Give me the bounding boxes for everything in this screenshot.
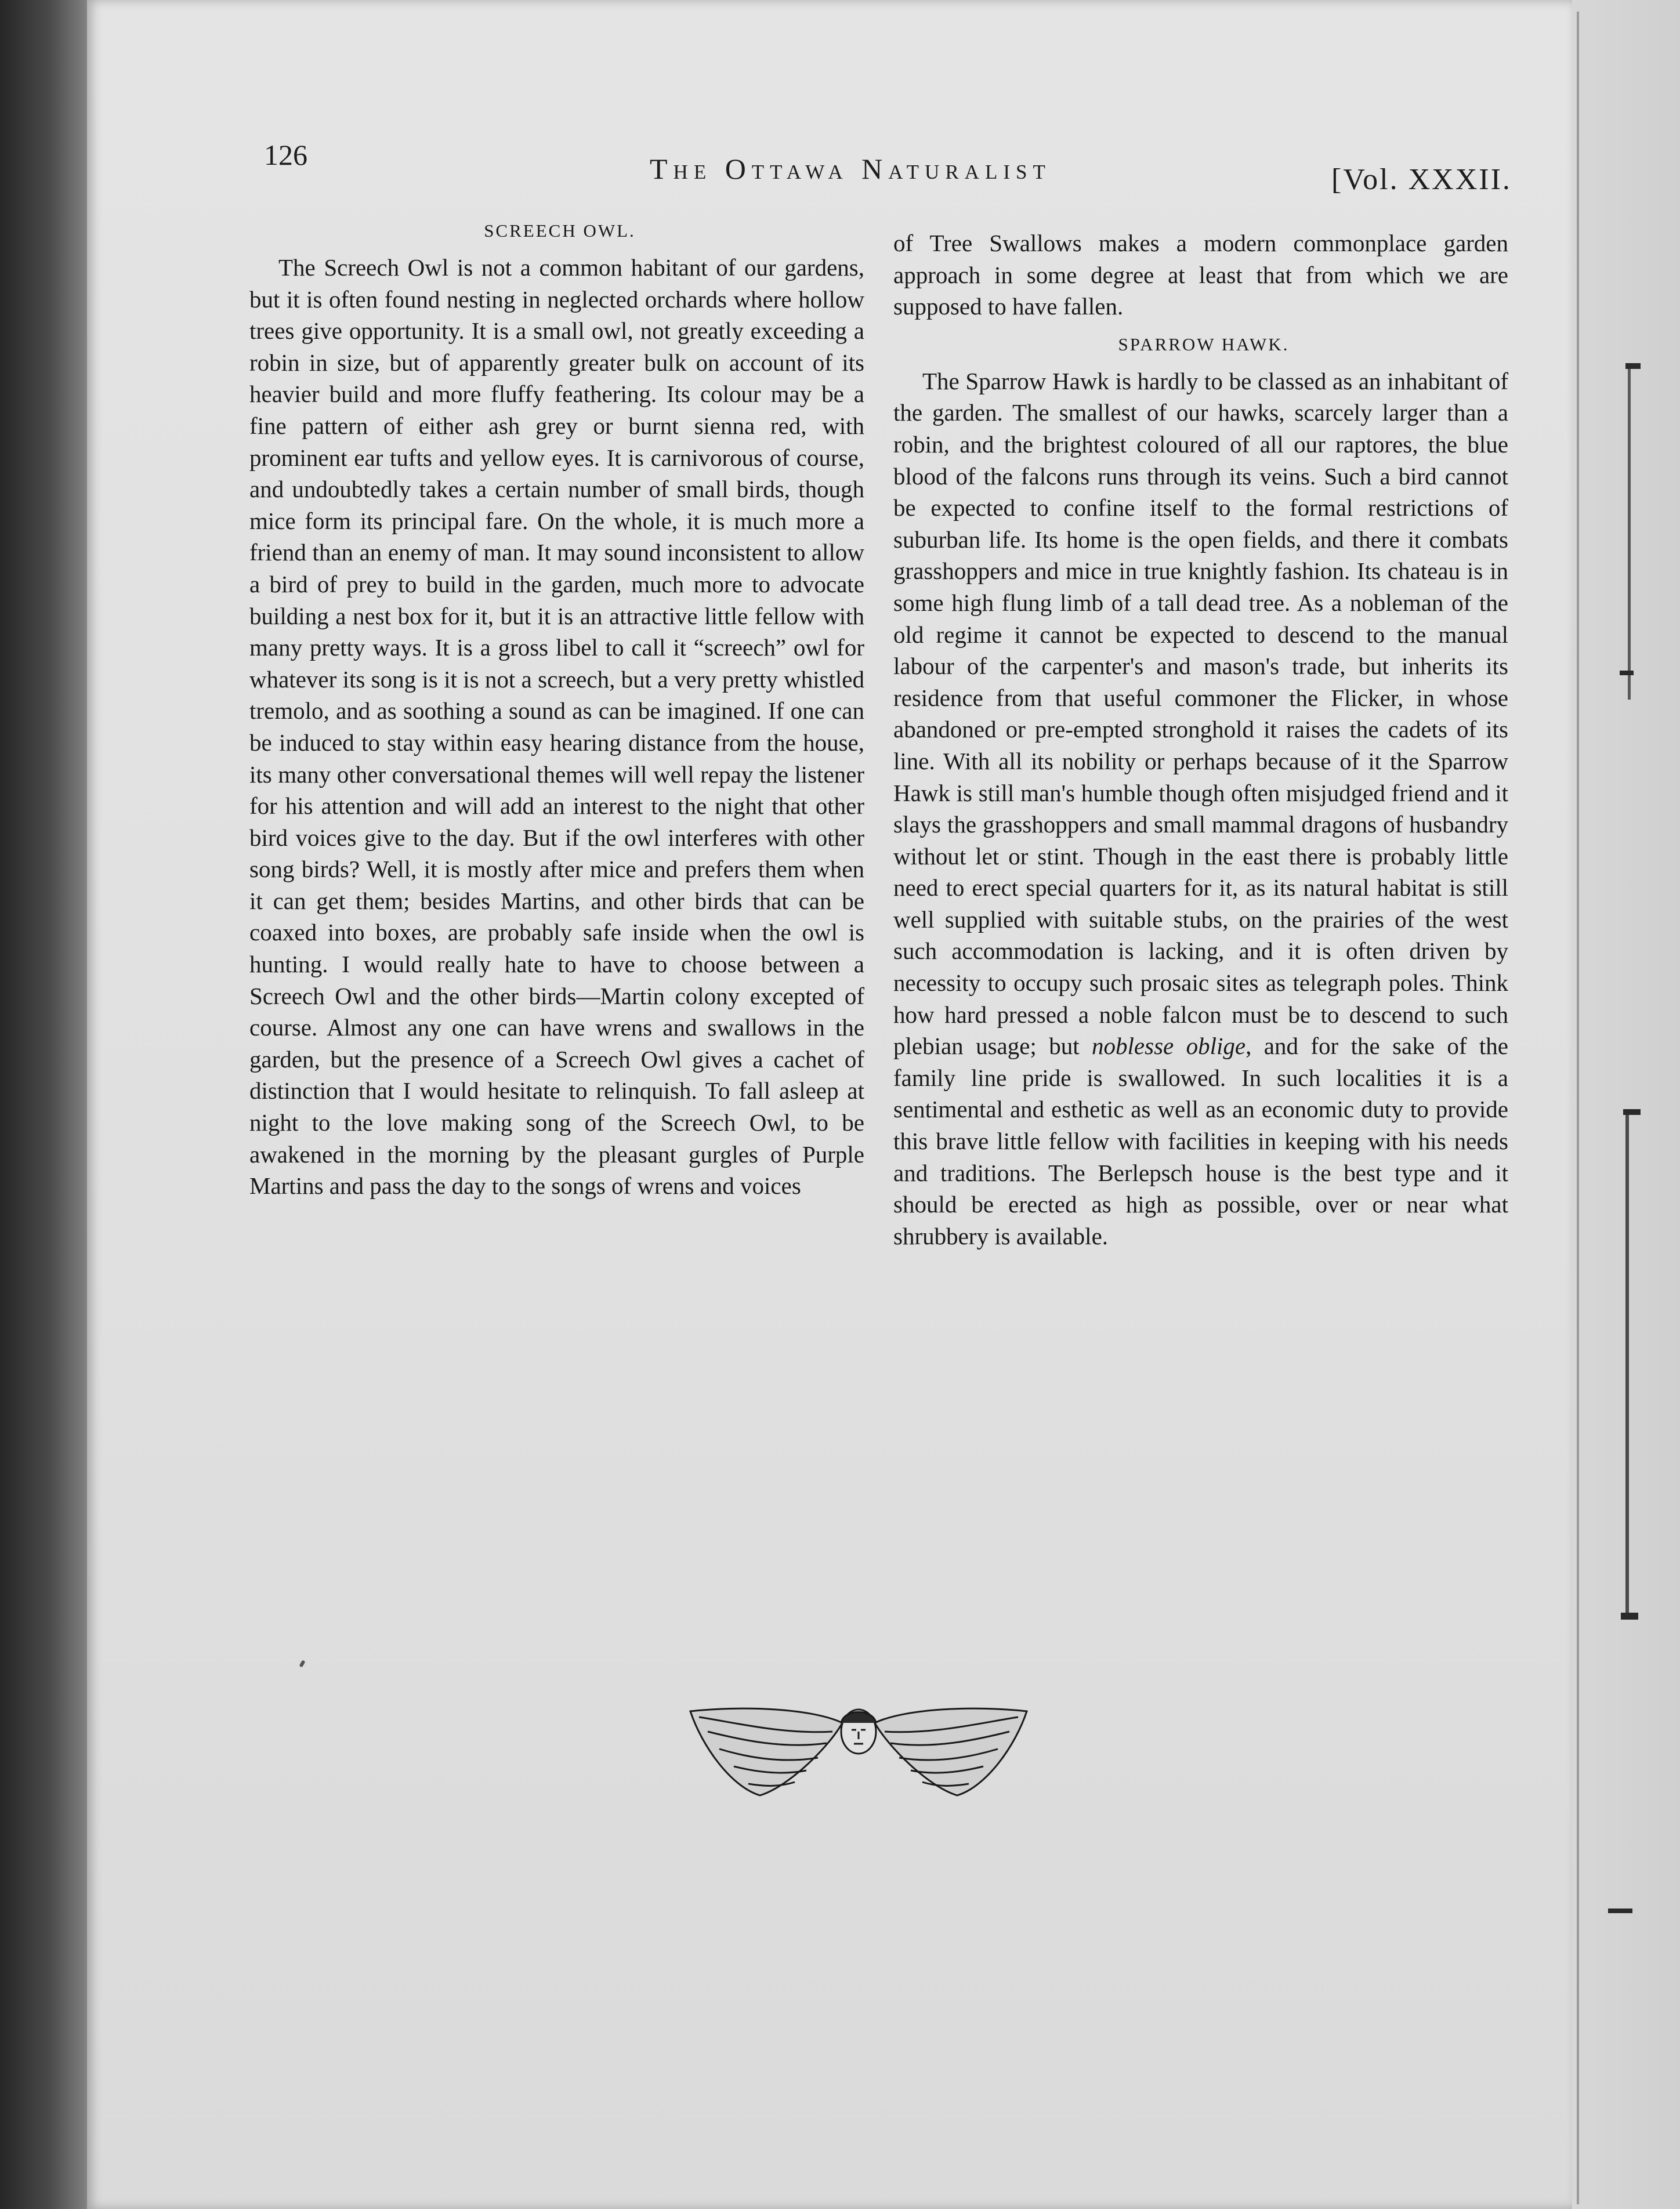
sparrow-hawk-text-2: , and for the sake of the family line pride is swallowed. In such localities it is a sentimental and esthetic as well as an economic duty to provide this brave little fellow with facilities in keeping with his needs and traditions. The Berlepsch house is the best type and it should be erected as high as possible, over or near what shrubbery is available. xyxy=(893,1033,1508,1250)
noblesse-oblige-phrase: noblesse oblige xyxy=(1092,1033,1246,1060)
binding-mark xyxy=(1625,1115,1629,1620)
page-right-margin xyxy=(1572,0,1680,2209)
binding-mark xyxy=(1608,1909,1632,1913)
binding-mark xyxy=(1625,363,1641,369)
running-title xyxy=(650,152,1051,186)
journal-title: The Ottawa Naturalist xyxy=(650,153,1051,185)
page-edge-line xyxy=(1577,12,1579,2204)
volume-number: [Vol. XXXII. xyxy=(1331,163,1512,196)
sparrow-hawk-text-1: The Sparrow Hawk is hardly to be classed as an inhabitant of the garden. The smallest of our hawks, scarcely larger than a robin, and the brightest coloured of all our raptores, the blue blood of the falcons runs through its veins. Such a bird cannot be expected to confine itself to the formal restrictions of suburban life. Its home is the open fields, and there it combats grasshoppers and mice in true knightly fashion. Its chateau is in some high flung limb of a tall dead tree. As a nobleman of the old regime it cannot be expected to descend to the manual labour of the carpenter's and mason's trade, but inherits its residence from that useful commoner the Flicker, in whose abandoned or pre-empted stronghold it raises the cadets of its line. With all its nobility or perhaps because of it the Sparrow Hawk is still man's humble though often misjudged friend and it slays the grasshoppers and small mammal dragons of husbandry without let or stint. Though in the east there is probably little need to erect special quarters for it, as its natural habitat is still well supplied with suitable stubs, on the prairies of the west such accommodation is lacking, and it is often driven by necessity to occupy such prosaic sites as telegraph poles. Think how hard pressed a noble falcon must be to descend to such plebian usage; but xyxy=(893,367,1508,1060)
binding-mark xyxy=(1621,1613,1638,1620)
sparrow-hawk-heading: SPARROW HAWK. xyxy=(1118,334,1290,354)
binding-mark xyxy=(1623,1109,1641,1115)
binding-mark xyxy=(1620,671,1634,675)
screech-owl-paragraph: The Screech Owl is not a common habitant of our gardens, but it is often found nesting in neglected orchards where hollow trees give opportunity. It is a small owl, not greatly exceeding a robin in size, but of apparently greater bulk on account of its heavier build and more fluffy feathering. Its colour may be a fine pattern of either ash grey or burnt sienna red, with prominent ear tufts and yellow eyes. It is carnivorous of course, and undoubtedly takes a certain number of small birds, though mice form its principal fare. On the whole, it is much more a friend than an enemy of man. It may sound inconsistent to allow a bird of prey to build in the garden, much more to advocate building a nest box for it, but it is an attractive little fellow with many pretty ways. It is a gross libel to call it “screech” owl for whatever its song is it is not a screech, but a very pretty whistled tremolo, and as soothing a sound as can be imagined. If one can be induced to stay within easy hearing distance from the house, its many other conversational themes will well repay the listener for his attention and will add an interest to the night that other bird voices give to the day. But if the owl interferes with other song birds? Well, it is mostly after mice and prefers them when it can get them; besides Martins, and other birds that can be coaxed into boxes, are probably safe inside when the owl is hunting. I would really hate to have to choose between a Screech Owl and the other birds—Martin colony excepted of course. Almost any one can have wrens and swallows in the garden, but the presence of a Screech Owl gives a cachet of distinction that I would hesitate to relinquish. To fall asleep at night to the love making song of the Screech Owl, to be awakened in the morning by the pleasant gurgles of Purple Martins and pass the day to the songs of wrens and voices xyxy=(249,254,864,1200)
sparrow-hawk-paragraph xyxy=(893,365,1508,1252)
screech-owl-heading: SCREECH OWL. xyxy=(484,220,636,241)
continuation-paragraph: of Tree Swallows makes a modern commonplace garden approach in some degree at least that from which we are supposed to have fallen. xyxy=(893,230,1508,320)
binding-mark xyxy=(1628,369,1631,700)
page-number: 126 xyxy=(264,139,307,171)
winged-head-ornament-icon xyxy=(685,1700,1033,1816)
right-column xyxy=(893,227,1508,1252)
left-column xyxy=(249,220,864,1202)
